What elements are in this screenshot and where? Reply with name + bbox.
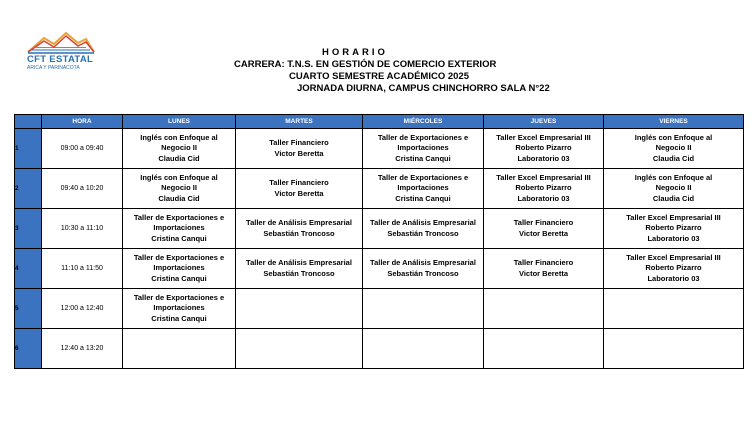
class-cell-line: Taller Excel Empresarial III [626,212,721,222]
class-cell-line: Taller de Exportaciones e [377,172,469,182]
class-cell [604,329,744,369]
period-time: 11:10 a 11:50 [42,249,123,289]
class-cell-line: Importaciones [153,223,205,233]
class-cell-line: Inglés con Enfoque al [634,172,713,182]
class-cell-line: Taller de Exportaciones e [377,132,469,142]
class-cell [236,209,363,249]
class-cell-line: Taller de Exportaciones e [133,252,225,262]
class-cell [484,289,604,329]
class-cell-line: Taller Excel Empresarial III [626,252,721,262]
class-cell-line: Cristina Canqui [151,313,207,323]
period-number: 6 [15,329,42,369]
class-cell-line: Laboratorio 03 [517,193,570,203]
period-number: 2 [15,169,42,209]
schedule-label: JORNADA DIURNA, CAMPUS CHINCHORRO SALA N°22 [297,83,550,94]
class-cell [604,209,744,249]
period-number: 3 [15,209,42,249]
class-cell [363,209,484,249]
class-cell-line: Inglés con Enfoque al [634,132,713,142]
class-cell-line: Victor Beretta [274,188,324,198]
class-cell-line: Sebastián Troncoso [263,268,335,278]
class-cell [236,249,363,289]
logo-name: CFT ESTATAL [27,54,94,65]
class-cell-line: Roberto Pizarro [515,143,572,153]
semester-label: CUARTO SEMESTRE ACADÉMICO 2025 [289,71,470,82]
class-cell-line: Inglés con Enfoque al [140,172,218,182]
class-cell-line: Sebastián Troncoso [263,228,335,238]
class-cell-line: Importaciones [397,183,449,193]
class-cell-line: Importaciones [153,303,205,313]
class-cell-line: Taller Financiero [513,218,574,227]
class-cell-line: Taller Financiero [269,178,329,187]
table-row [15,329,744,369]
class-cell [363,249,484,289]
class-cell [484,169,604,209]
class-cell-line: Taller Excel Empresarial III [496,132,591,142]
class-cell [236,289,363,329]
header-martes: MARTES [236,115,363,129]
class-cell-line: Taller Financiero [513,258,574,267]
class-cell-line: Taller de Análisis Empresarial [370,218,476,227]
period-time: 09:00 a 09:40 [42,129,123,169]
cft-logo [26,30,96,75]
class-cell [484,329,604,369]
table-row [15,209,744,249]
header-lunes: LUNES [123,115,236,129]
period-time: 12:40 a 13:20 [42,329,123,369]
class-cell [123,249,236,289]
class-cell-line: Claudia Cid [652,153,695,163]
class-cell [236,129,363,169]
class-cell [604,289,744,329]
period-number: 4 [15,249,42,289]
table-row [15,249,744,289]
class-cell [484,209,604,249]
class-cell-line: Claudia Cid [652,193,695,203]
class-cell-line: Laboratorio 03 [647,233,700,243]
class-cell [123,129,236,169]
table-row [15,129,744,169]
class-cell [604,129,744,169]
period-time: 10:30 a 11:10 [42,209,123,249]
class-cell [123,169,236,209]
header-num [15,115,42,129]
class-cell-line: Taller de Análisis Empresarial [246,258,352,267]
class-cell-line: Sebastián Troncoso [387,228,459,238]
class-cell-line: Taller Excel Empresarial III [496,172,591,182]
class-cell-line: Taller Financiero [269,138,329,147]
class-cell-line: Taller de Análisis Empresarial [246,218,352,227]
period-number: 5 [15,289,42,329]
class-cell-line: Taller de Exportaciones e [133,292,225,302]
class-cell-line: Roberto Pizarro [515,183,572,193]
period-time: 12:00 a 12:40 [42,289,123,329]
class-cell [363,329,484,369]
class-cell [604,169,744,209]
table-row [15,289,744,329]
class-cell-line: Claudia Cid [158,153,200,163]
page-title: HORARIO [322,47,388,58]
table-header-row [15,115,744,129]
table-row [15,169,744,209]
class-cell-line: Victor Beretta [518,228,569,238]
class-cell-line: Negocio II [655,183,692,193]
class-cell-line: Taller de Exportaciones e [133,212,225,222]
class-cell-line: Roberto Pizarro [645,223,702,233]
class-cell-line: Importaciones [397,143,449,153]
class-cell [363,129,484,169]
period-number: 1 [15,129,42,169]
class-cell [123,289,236,329]
class-cell-line: Cristina Canqui [395,153,451,163]
class-cell-line: Claudia Cid [158,193,200,203]
class-cell [604,249,744,289]
header-jueves: JUEVES [484,115,604,129]
class-cell-line: Taller de Análisis Empresarial [370,258,476,267]
class-cell-line: Negocio II [161,183,197,193]
class-cell [123,329,236,369]
period-time: 09:40 a 10:20 [42,169,123,209]
logo-subtitle: ARICA Y PARINACOTA [27,65,80,71]
class-cell [484,249,604,289]
class-cell [363,169,484,209]
class-cell [236,169,363,209]
class-cell-line: Cristina Canqui [151,273,207,283]
class-cell [363,289,484,329]
class-cell-line: Laboratorio 03 [647,273,700,283]
career-label: CARRERA: T.N.S. EN GESTIÓN DE COMERCIO EXTERIOR [234,59,497,70]
class-cell-line: Sebastián Troncoso [387,268,459,278]
class-cell-line: Cristina Canqui [395,193,451,203]
class-cell [123,209,236,249]
mountains-icon [26,30,96,54]
class-cell-line: Victor Beretta [274,148,324,158]
schedule-table [14,114,744,369]
class-cell-line: Victor Beretta [518,268,569,278]
class-cell-line: Inglés con Enfoque al [140,132,218,142]
class-cell-line: Negocio II [161,143,197,153]
header-viernes: VIERNES [604,115,744,129]
class-cell [484,129,604,169]
class-cell-line: Negocio II [655,143,692,153]
class-cell [236,329,363,369]
class-cell-line: Roberto Pizarro [645,263,702,273]
class-cell-line: Laboratorio 03 [517,153,570,163]
class-cell-line: Importaciones [153,263,205,273]
header-hora: HORA [42,115,123,129]
header-miercoles: MIÉRCOLES [363,115,484,129]
class-cell-line: Cristina Canqui [151,233,207,243]
